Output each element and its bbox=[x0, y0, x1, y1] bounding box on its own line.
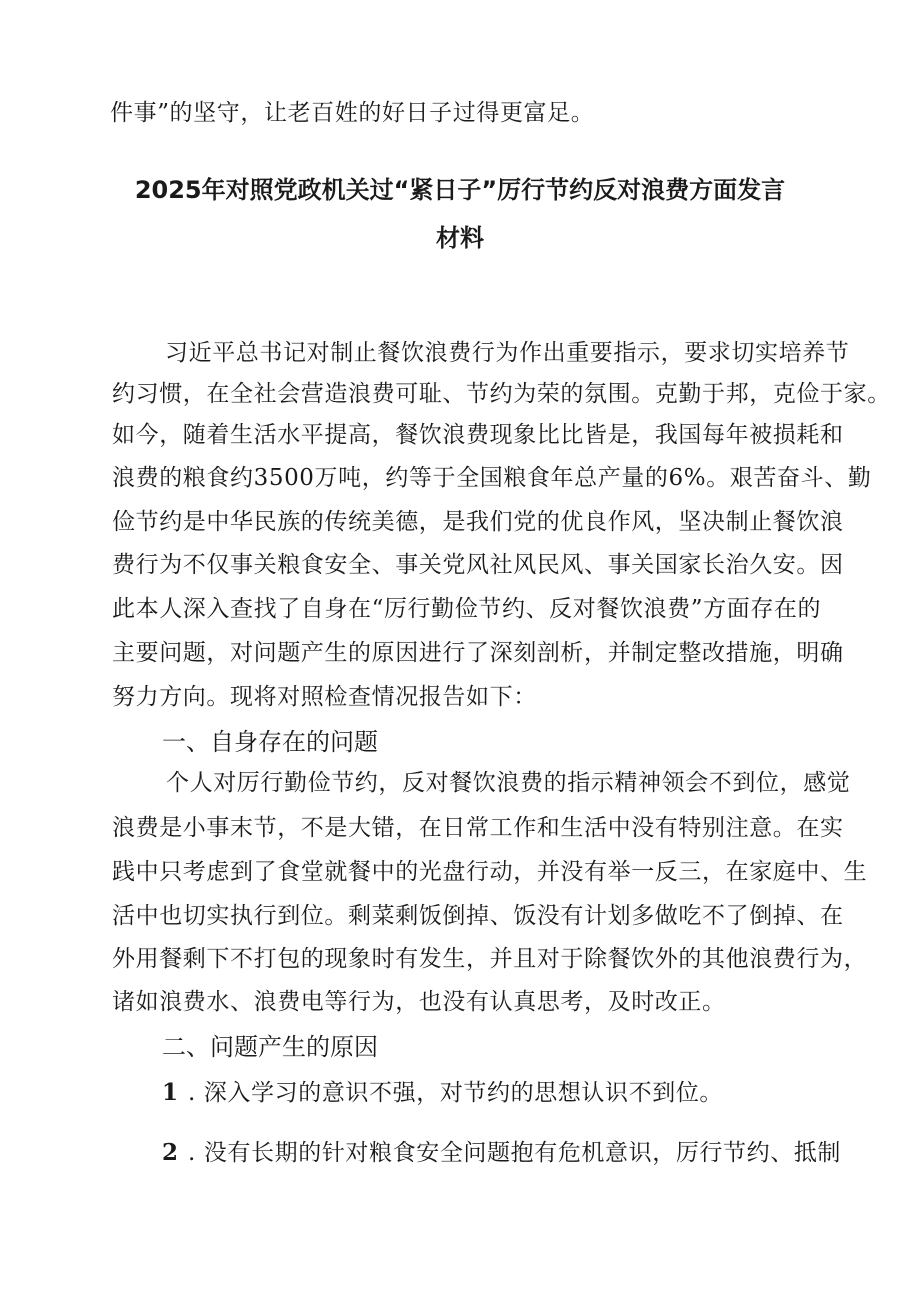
intro-line: 如今，随着生活水平提高，餐饮浪费现象比比皆是，我国每年被损耗和 bbox=[112, 422, 844, 448]
cause-item-2 bbox=[162, 1138, 841, 1168]
intro-line: 浪费的粮食约3500万吨，约等于全国粮食年总产量的6%。艰苦奋斗、勤 bbox=[112, 465, 872, 491]
cause-item-text: . 深入学习的意识不强，对节约的思想认识不到位。 bbox=[188, 1080, 724, 1106]
continuation-text: 件事”的坚守，让老百姓的好日子过得更富足。 bbox=[110, 100, 595, 126]
cause-item-number: 1 bbox=[162, 1079, 179, 1106]
intro-line: 俭节约是中华民族的传统美德，是我们党的优良作风，坚决制止餐饮浪 bbox=[112, 509, 844, 535]
problems-line: 浪费是小事末节，不是大错，在日常工作和生活中没有特别注意。在实 bbox=[112, 815, 844, 841]
section-heading-causes: 二、问题产生的原因 bbox=[162, 1033, 378, 1061]
problems-line: 活中也切实执行到位。剩菜剩饭倒掉、饭没有计划多做吃不了倒掉、在 bbox=[112, 903, 844, 929]
section-heading-problems: 一、自身存在的问题 bbox=[162, 728, 378, 756]
intro-line: 此本人深入查找了自身在“厉行勤俭节约、反对餐饮浪费”方面存在的 bbox=[112, 596, 822, 622]
problems-line: 诸如浪费水、浪费电等行为，也没有认真思考，及时改正。 bbox=[112, 989, 726, 1015]
intro-line: 努力方向。现将对照检查情况报告如下： bbox=[112, 684, 537, 710]
document-title-line-1: 2025年对照党政机关过“紧日子”厉行节约反对浪费方面发言 bbox=[134, 176, 786, 204]
cause-item-1 bbox=[162, 1078, 723, 1108]
problems-line: 个人对厉行勤俭节约，反对餐饮浪费的指示精神领会不到位，感觉 bbox=[166, 770, 851, 796]
intro-line: 费行为不仅事关粮食安全、事关党风社风民风、事关国家长治久安。因 bbox=[112, 552, 844, 578]
cause-item-number: 2 bbox=[162, 1139, 179, 1166]
intro-line: 约习惯，在全社会营造浪费可耻、节约为荣的氛围。克勤于邦，克俭于家。 bbox=[112, 381, 891, 407]
intro-line: 主要问题，对问题产生的原因进行了深刻剖析，并制定整改措施，明确 bbox=[112, 640, 844, 666]
problems-line: 外用餐剩下不打包的现象时有发生，并且对于除餐饮外的其他浪费行为， bbox=[112, 946, 868, 972]
problems-line: 践中只考虑到了食堂就餐中的光盘行动，并没有举一反三，在家庭中、生 bbox=[112, 859, 868, 885]
cause-item-text: . 没有长期的针对粮食安全问题抱有危机意识，厉行节约、抵制 bbox=[188, 1140, 842, 1166]
intro-line: 习近平总书记对制止餐饮浪费行为作出重要指示，要求切实培养节 bbox=[165, 340, 850, 366]
document-title-line-2: 材料 bbox=[436, 224, 484, 252]
